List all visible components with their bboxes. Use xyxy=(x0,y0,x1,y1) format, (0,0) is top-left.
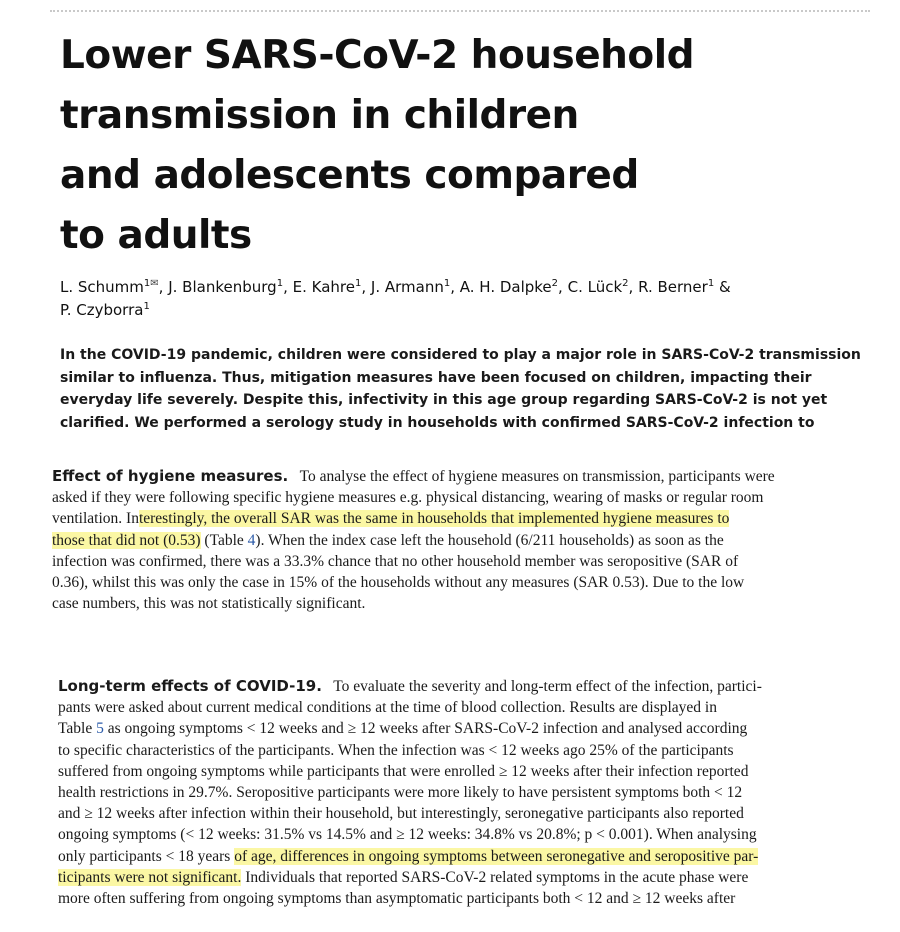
author-name[interactable]: C. Lück xyxy=(567,278,623,296)
paragraph-line xyxy=(52,466,882,487)
paragraph-line xyxy=(58,846,878,867)
paragraph-line: and ≥ 12 weeks after infection within their household, but interestingly, seronegative participants also reported xyxy=(58,805,744,823)
paragraph-line: asked if they were following specific hygiene measures e.g. physical distancing, wearing of masks or regular room xyxy=(52,489,764,507)
highlighted-text: those that did not (0.53) xyxy=(52,531,201,549)
text-run: Individuals that reported SARS-CoV-2 related symptoms in the acute phase were xyxy=(241,868,749,886)
abstract-line: similar to influenza. Thus, mitigation measures have been focused on children, impacting their xyxy=(60,369,812,386)
paragraph-line xyxy=(58,867,878,888)
table-reference-link[interactable]: 4 xyxy=(247,531,256,549)
author-name[interactable]: A. H. Dalpke xyxy=(459,278,552,296)
author-name[interactable]: L. Schumm xyxy=(60,278,144,296)
top-dotted-rule xyxy=(50,10,870,12)
paragraph-line: case numbers, this was not statistically significant. xyxy=(52,595,366,613)
paragraph-line: more often suffering from ongoing symptoms than asymptomatic participants both < 12 and ≥ 12 weeks after xyxy=(58,890,736,908)
abstract-line: everyday life severely. Despite this, infectivity in this age group regarding SARS-CoV-2 is not yet xyxy=(60,392,828,408)
text-run: ventilation. In xyxy=(52,510,139,528)
author-name[interactable]: R. Berner xyxy=(638,278,708,296)
author-name[interactable]: E. Kahre xyxy=(292,278,355,296)
title-line: and adolescents compared xyxy=(60,153,639,198)
author-name[interactable]: J. Blankenburg xyxy=(168,278,277,296)
section-heading: Long-term effects of COVID-19. xyxy=(58,677,322,695)
title-line: transmission in children xyxy=(60,93,579,138)
affiliation-sup: 1 xyxy=(143,301,150,312)
affiliation-sup: 1 xyxy=(707,278,715,289)
author-line-2 xyxy=(60,299,880,322)
affiliation-sup: 1 xyxy=(276,278,284,289)
affiliation-sup: 1 xyxy=(143,278,151,289)
highlighted-text: terestingly, the overall SAR was the same in households that implemented hygiene measures to xyxy=(138,510,730,528)
ampersand: & xyxy=(718,278,731,296)
text-run: (Table xyxy=(200,531,248,549)
paragraph-line: to specific characteristics of the participants. When the infection was < 12 weeks ago 25% of the participants xyxy=(58,741,734,759)
abstract-line: clarified. We performed a serology study in households with confirmed SARS-CoV-2 infection to xyxy=(60,414,815,431)
paragraph-line xyxy=(52,508,882,529)
text-run: Table xyxy=(58,720,97,738)
table-reference-link[interactable]: 5 xyxy=(96,720,104,738)
affiliation-sup: 1 xyxy=(443,278,451,289)
affiliation-sup: 1 xyxy=(354,278,362,289)
affiliation-sup: 2 xyxy=(622,278,629,289)
abstract xyxy=(60,344,861,434)
title-line: Lower SARS-CoV-2 household xyxy=(60,33,695,78)
text-run: To analyse the effect of hygiene measures on transmission, participants were xyxy=(299,468,775,485)
section-heading: Effect of hygiene measures. xyxy=(52,467,289,485)
paragraph-line xyxy=(52,530,882,551)
paragraph-line: infection was confirmed, there was a 33.3% chance that no other household member was seropositive (SAR of xyxy=(52,552,739,570)
text-run: as ongoing symptoms < 12 weeks and ≥ 12 weeks after SARS-CoV-2 infection and analysed according xyxy=(103,720,748,738)
paragraph-line: 0.36), whilst this was only the case in 15% of the households without any measures (SAR 0.53). Due to the low xyxy=(52,574,745,592)
paragraph-line xyxy=(58,676,878,697)
text-run: ). When the index case left the household (6/211 households) as soon as the xyxy=(255,531,724,549)
paragraph-line: suffered from ongoing symptoms while participants that were enrolled ≥ 12 weeks after their infection reported xyxy=(58,762,749,780)
paragraph-line: ongoing symptoms (< 12 weeks: 31.5% vs 14.5% and ≥ 12 weeks: 34.8% vs 20.8%; p < 0.001). When analysing xyxy=(58,826,757,844)
envelope-icon[interactable]: ✉ xyxy=(150,278,159,289)
section-long-term-effects xyxy=(58,676,878,909)
section-hygiene-measures xyxy=(52,466,882,614)
highlighted-text: of age, differences in ongoing symptoms between seronegative and seropositive par- xyxy=(234,847,759,865)
author-line-1: L. Schumm$^{1✉}$, J. Blankenburg$^1$, E. Kahre$^1$, J. Armann$^1$, A. H. Dalpke$^2$, C. Lück$^2$, R. Berner$^1$ & xyxy=(60,278,731,296)
text-run: To evaluate the severity and long-term effect of the infection, partici- xyxy=(333,678,762,695)
paragraph-line xyxy=(58,718,878,739)
author-list xyxy=(60,276,880,322)
text-run: only participants < 18 years xyxy=(58,847,235,865)
paragraph-line: health restrictions in 29.7%. Seropositive participants were more likely to have persistent symptoms both < 12 xyxy=(58,784,743,802)
author-name[interactable]: P. Czyborra xyxy=(60,301,144,319)
highlighted-text: ticipants were not significant. xyxy=(58,868,242,886)
abstract-line: In the COVID-19 pandemic, children were considered to play a major role in SARS-CoV-2 transmission xyxy=(60,347,861,363)
title-line: to adults xyxy=(60,213,252,258)
paper-title xyxy=(60,26,880,266)
paragraph-line: pants were asked about current medical conditions at the time of blood collection. Results are displayed in xyxy=(58,699,717,717)
author-name[interactable]: J. Armann xyxy=(370,278,444,296)
affiliation-sup: 2 xyxy=(551,278,559,289)
